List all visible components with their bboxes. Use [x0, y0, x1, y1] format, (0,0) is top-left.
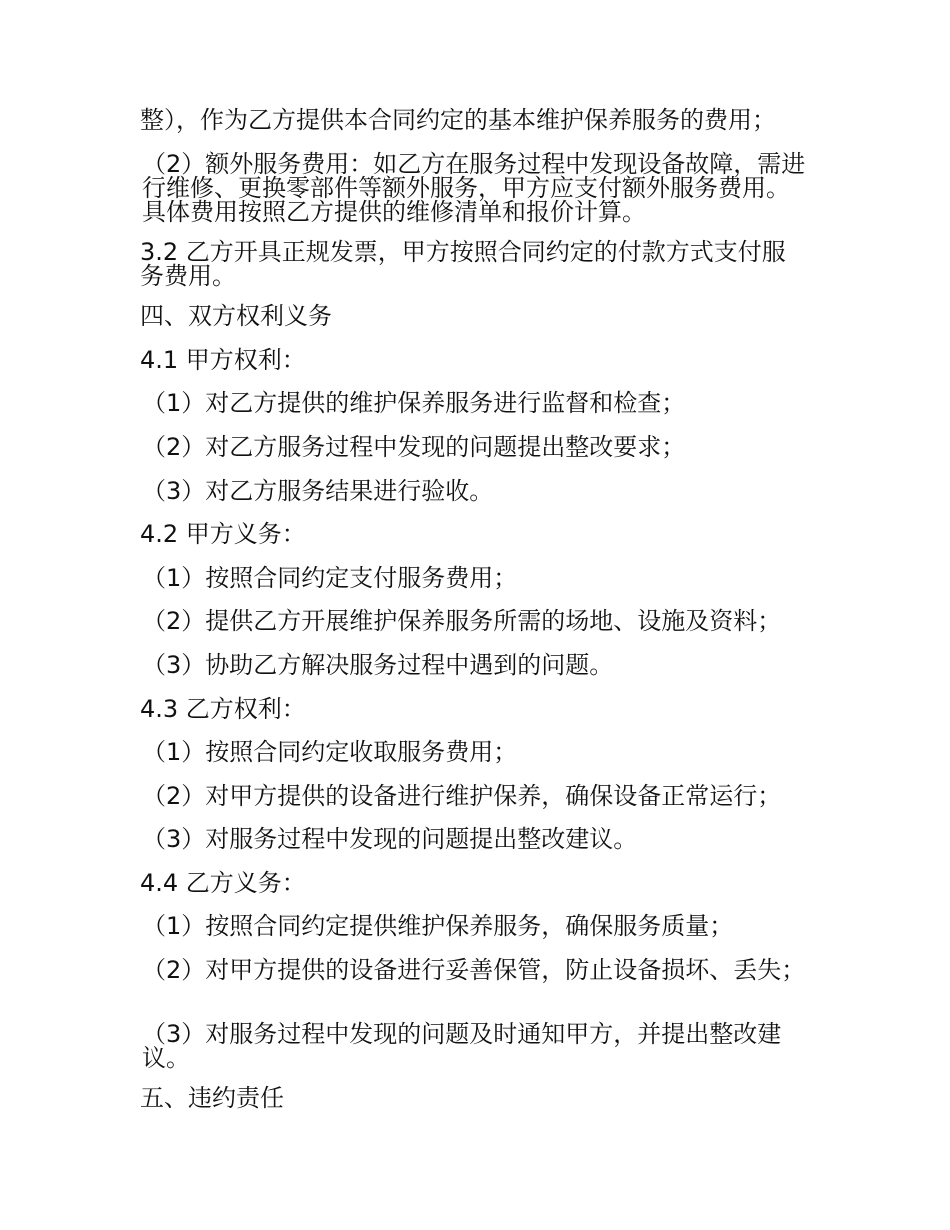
subheading-party-a-obligations: 4.2 甲方义务： — [140, 520, 306, 548]
list-item-b-obligation-3: （3）对服务过程中发现的问题及时通知甲方，并提出整改建议。 — [142, 1020, 782, 1072]
list-item-a-right-2: （2）对乙方服务过程中发现的问题提出整改要求； — [142, 433, 686, 461]
list-item-b-right-3: （3）对服务过程中发现的问题提出整改建议。 — [142, 825, 638, 853]
section-heading-liability: 五、违约责任 — [140, 1084, 284, 1112]
list-item-a-obligation-2: （2）提供乙方开展维护保养服务所需的场地、设施及资料； — [142, 607, 782, 635]
paragraph-fee-basic-end: 整），作为乙方提供本合同约定的基本维护保养服务的费用； — [140, 106, 776, 134]
list-item-a-right-3: （3）对乙方服务结果进行验收。 — [142, 477, 494, 505]
list-item-b-obligation-2: （2）对甲方提供的设备进行妥善保管，防止设备损坏、丢失； — [142, 956, 806, 984]
list-item-b-right-2: （2）对甲方提供的设备进行维护保养，确保设备正常运行； — [142, 782, 782, 810]
list-item-a-obligation-3: （3）协助乙方解决服务过程中遇到的问题。 — [142, 651, 614, 679]
list-item-a-right-1: （1）对乙方提供的维护保养服务进行监督和检查； — [142, 389, 686, 417]
subheading-party-b-obligations: 4.4 乙方义务： — [140, 869, 306, 897]
list-item-b-right-1: （1）按照合同约定收取服务费用； — [142, 738, 518, 766]
section-heading-rights-obligations: 四、双方权利义务 — [140, 302, 332, 330]
paragraph-invoice: 3.2 乙方开具正规发票，甲方按照合同约定的付款方式支付服务费用。 — [140, 238, 786, 290]
paragraph-extra-service-fee: （2）额外服务费用：如乙方在服务过程中发现设备故障，需进行维修、更换零部件等额外服务，甲方应支付额外服务费用。具体费用按照乙方提供的维修清单和报价计算。 — [142, 150, 806, 226]
subheading-party-b-rights: 4.3 乙方权利： — [140, 695, 306, 723]
list-item-a-obligation-1: （1）按照合同约定支付服务费用； — [142, 564, 518, 592]
subheading-party-a-rights: 4.1 甲方权利： — [140, 346, 306, 374]
list-item-b-obligation-1: （1）按照合同约定提供维护保养服务，确保服务质量； — [142, 912, 734, 940]
